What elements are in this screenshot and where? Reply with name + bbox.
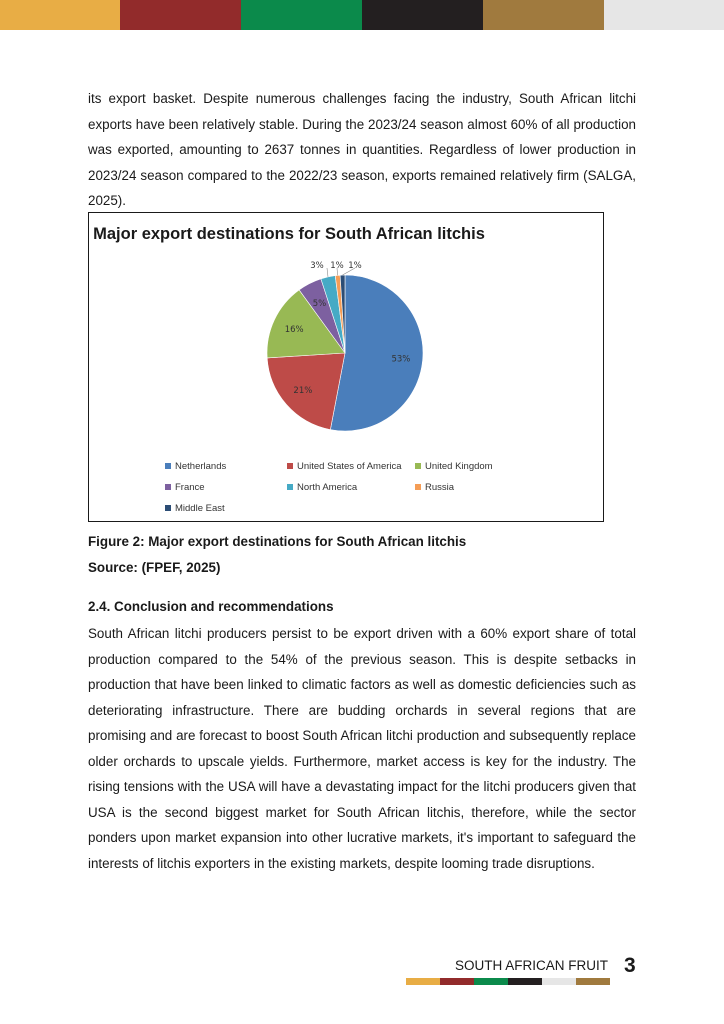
legend-item bbox=[287, 481, 415, 493]
header-color-bar bbox=[0, 0, 724, 30]
header-stripe bbox=[120, 0, 241, 30]
pie-chart bbox=[89, 213, 603, 453]
chart-figure bbox=[88, 212, 604, 522]
legend-swatch bbox=[287, 463, 293, 469]
footer-stripe bbox=[542, 978, 576, 985]
legend-label: Netherlands bbox=[175, 460, 227, 472]
pie-data-label: 1% bbox=[330, 261, 344, 271]
pie-data-label: 1% bbox=[348, 261, 362, 271]
legend-label: Russia bbox=[425, 481, 455, 493]
header-stripe bbox=[483, 0, 604, 30]
legend-label: Middle East bbox=[175, 502, 225, 514]
legend-item bbox=[165, 460, 287, 472]
section-heading: 2.4. Conclusion and recommendations bbox=[88, 599, 334, 614]
pie-data-label: 5% bbox=[312, 298, 327, 309]
footer-stripe bbox=[576, 978, 610, 985]
footer-stripe bbox=[508, 978, 542, 985]
header-stripe bbox=[0, 0, 120, 30]
legend-item bbox=[415, 460, 505, 472]
legend-label: North America bbox=[297, 481, 358, 493]
footer-label: SOUTH AFRICAN FRUIT bbox=[454, 958, 608, 973]
legend-item bbox=[165, 481, 287, 493]
legend-swatch bbox=[415, 463, 421, 469]
header-stripe bbox=[604, 0, 724, 30]
legend-swatch bbox=[415, 484, 421, 490]
label-leader-line bbox=[327, 268, 328, 277]
page-number: 3 bbox=[624, 954, 636, 977]
pie-data-label: 3% bbox=[310, 261, 324, 271]
legend-item bbox=[287, 460, 415, 472]
conclusion-paragraph: South African litchi producers persist to be export driven with a 60% export share of total production compared to the 54% of the previous season. This is despite setbacks in production that have been linked to climatic factors as well as domestic deficiencies such as deteriorating infrastructure. There are budding orchards in several regions that are promising and are forecast to boost South African litchi production and subsequently replace older orchards to upscale yields. Furthermore, market access is key for the industry. The rising tensions with the USA will have a devastating impact for the litchi producers given that USA is the second biggest market for South African litchis, therefore, while the sector ponders upon market expansion into other lucrative markets, it's important to safeguard the interests of litchis exporters in the existing markets, despite looming trade disruptions. bbox=[88, 626, 636, 871]
chart-title: Major export destinations for South African litchis bbox=[93, 225, 485, 243]
pie-data-label: 21% bbox=[293, 386, 313, 397]
intro-paragraph: its export basket. Despite numerous challenges facing the industry, South African litchi exports have been relatively stable. During the 2023/24 season almost 60% of all production was exported, amounting to 2637 tonnes in quantities. Regardless of lower production in 2023/24 season compared to the 2022/23 season, exports remained relatively firm (SALGA, 2025). bbox=[88, 91, 636, 208]
figure-caption: Figure 2: Major export destinations for South African litchis bbox=[88, 534, 467, 549]
footer-stripe bbox=[474, 978, 508, 985]
legend-swatch bbox=[165, 505, 171, 511]
legend-swatch bbox=[165, 463, 171, 469]
footer-stripe bbox=[440, 978, 474, 985]
footer-color-bar bbox=[406, 978, 610, 985]
footer-stripe bbox=[406, 978, 440, 985]
pie-data-label: 16% bbox=[284, 325, 304, 336]
legend-swatch bbox=[165, 484, 171, 490]
legend-label: France bbox=[175, 481, 205, 493]
header-stripe bbox=[362, 0, 483, 30]
header-stripe bbox=[241, 0, 362, 30]
figure-source: Source: (FPEF, 2025) bbox=[88, 560, 221, 575]
legend-swatch bbox=[287, 484, 293, 490]
chart-legend bbox=[165, 460, 505, 514]
legend-item bbox=[415, 481, 505, 493]
legend-label: United States of America bbox=[297, 460, 402, 472]
legend-label: United Kingdom bbox=[425, 460, 493, 472]
legend-item bbox=[165, 502, 287, 514]
pie-data-label: 53% bbox=[391, 354, 411, 365]
